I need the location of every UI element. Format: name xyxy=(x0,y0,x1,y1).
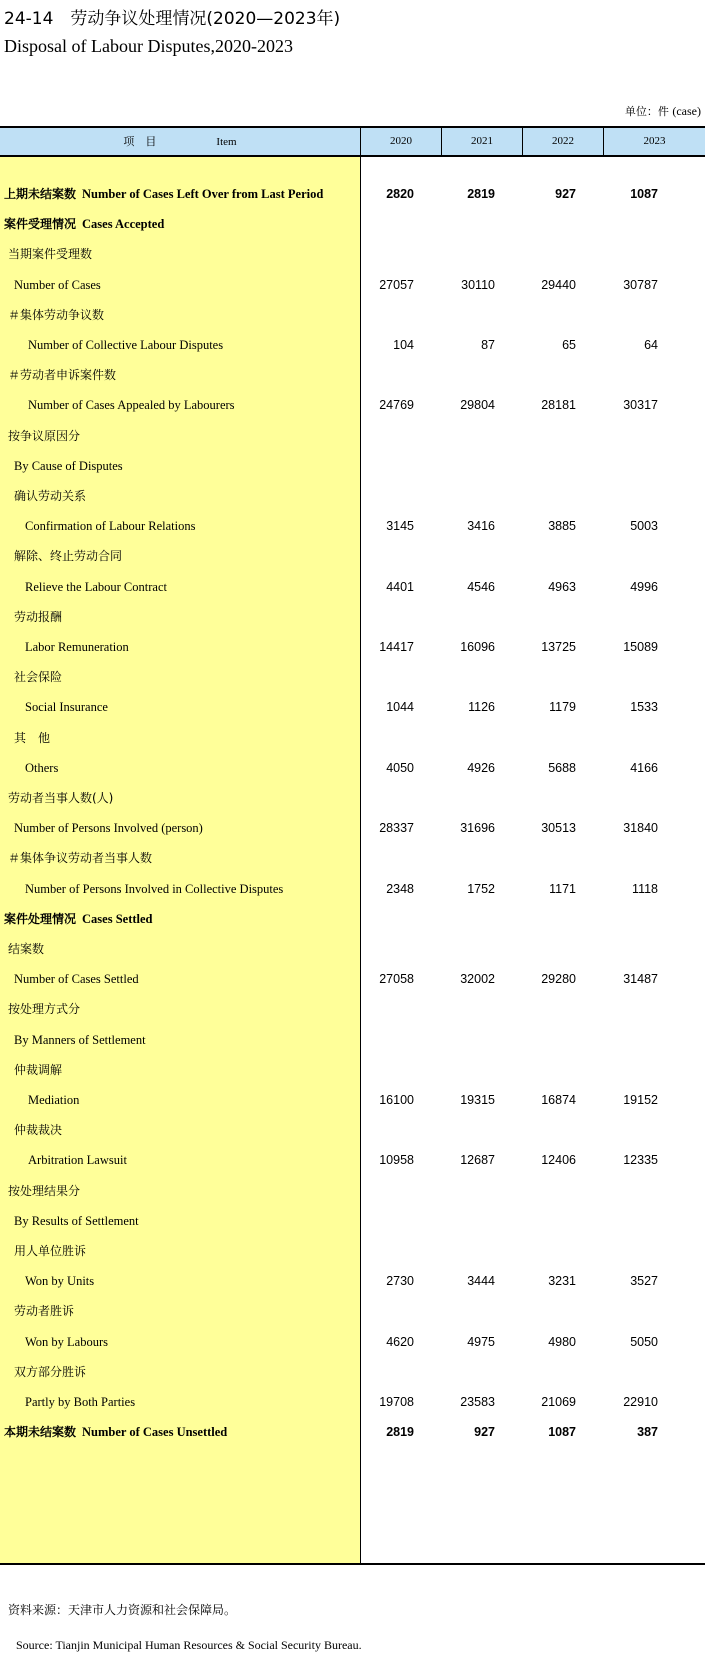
value-cell: 30317 xyxy=(623,398,658,413)
header-year: 2021 xyxy=(442,128,523,155)
table-row xyxy=(0,601,705,633)
table-row xyxy=(0,691,705,723)
table-row xyxy=(0,993,705,1025)
row-label-en: By Cause of Disputes xyxy=(14,458,123,473)
table-row xyxy=(0,963,705,995)
value-cell: 4050 xyxy=(386,760,414,775)
row-label xyxy=(14,722,50,754)
row-label-cn: 劳动者胜诉 xyxy=(14,1304,75,1319)
row-label xyxy=(14,1235,86,1267)
source-note-en: Source: Tianjin Municipal Human Resources & Social Security Bureau. xyxy=(16,1638,362,1652)
value-cell: 2820 xyxy=(386,187,414,201)
value-cell: 4963 xyxy=(548,579,576,594)
value-cell: 3885 xyxy=(548,519,576,534)
value-cell: 927 xyxy=(474,1425,495,1440)
value-cell: 4996 xyxy=(630,579,658,594)
row-label xyxy=(28,1144,127,1176)
row-label xyxy=(8,933,44,965)
row-label-cn: 当期案件受理数 xyxy=(8,247,93,262)
value-cell: 13725 xyxy=(541,640,576,654)
value-cell: 16874 xyxy=(541,1093,576,1107)
row-label xyxy=(25,873,283,905)
value-cell: 30787 xyxy=(623,277,658,292)
value-cell: 27058 xyxy=(379,972,414,987)
value-cell: 15089 xyxy=(623,640,658,654)
table-row xyxy=(0,1386,705,1418)
row-label-en: Number of Persons Involved in Collective Disputes xyxy=(25,881,284,896)
row-label-en: Number of Cases Unsettled xyxy=(82,1425,228,1440)
row-label-en: By Results of Settlement xyxy=(14,1213,139,1228)
table-row xyxy=(0,661,705,693)
row-label-cn: 仲裁裁决 xyxy=(14,1123,63,1138)
unit-cn: 单位：件 xyxy=(624,105,669,118)
table-row xyxy=(0,1114,705,1146)
row-label xyxy=(4,178,323,210)
value-cell: 19708 xyxy=(379,1395,414,1409)
header-item-cn: 项 目 xyxy=(123,135,157,148)
value-cell: 3416 xyxy=(467,519,495,534)
row-label xyxy=(8,359,116,391)
value-cell: 12335 xyxy=(623,1153,658,1168)
row-label xyxy=(14,269,101,301)
value-cell: 31487 xyxy=(623,972,658,987)
value-cell: 4975 xyxy=(467,1334,495,1349)
row-label xyxy=(8,842,152,874)
value-cell: 16100 xyxy=(379,1093,414,1107)
row-label-en: Social Insurance xyxy=(25,700,108,715)
table-row xyxy=(0,812,705,844)
row-label-cn: 仲裁调解 xyxy=(14,1062,63,1077)
value-cell: 1533 xyxy=(630,700,658,715)
value-cell: 1126 xyxy=(468,700,495,715)
value-cell: 19152 xyxy=(623,1093,658,1107)
value-cell: 1179 xyxy=(549,700,576,715)
row-label xyxy=(25,1386,135,1418)
value-cell: 104 xyxy=(393,338,414,352)
row-label xyxy=(14,812,203,844)
value-cell: 31696 xyxy=(460,821,495,836)
row-label xyxy=(25,1326,108,1358)
table-title-en: Disposal of Labour Disputes,2020-2023 xyxy=(4,36,293,56)
row-label xyxy=(25,571,167,603)
row-label xyxy=(14,480,86,512)
table-row xyxy=(0,238,705,270)
row-label xyxy=(8,238,92,270)
value-cell: 31840 xyxy=(623,821,658,836)
row-label-en: Cases Settled xyxy=(82,911,153,926)
row-label-en: Labor Remuneration xyxy=(25,640,129,654)
row-label-cn: 确认劳动关系 xyxy=(14,489,87,503)
table-row xyxy=(0,420,705,452)
table-row xyxy=(0,1326,705,1358)
value-cell: 1118 xyxy=(632,881,658,896)
header-item-en: Item xyxy=(216,136,237,148)
table-row xyxy=(0,480,705,512)
row-label xyxy=(25,752,58,784)
value-cell: 2819 xyxy=(386,1425,414,1440)
row-label-cn: 本期未结案数 xyxy=(4,1425,77,1440)
value-cell: 24769 xyxy=(379,398,414,413)
table-row xyxy=(0,510,705,542)
header-year: 2023 xyxy=(643,135,666,147)
row-label-en: Won by Units xyxy=(25,1274,95,1289)
row-label-cn: 用人单位胜诉 xyxy=(14,1244,87,1258)
value-cell: 387 xyxy=(637,1425,658,1440)
value-cell: 1087 xyxy=(630,187,658,201)
row-label-cn: ＃集体劳动争议数 xyxy=(8,307,105,322)
table-row xyxy=(0,1235,705,1267)
value-cell: 28337 xyxy=(379,821,414,836)
header-item xyxy=(0,128,361,155)
source-note-cn: 资料来源：天津市人力资源和社会保障局。 xyxy=(8,1603,237,1617)
value-cell: 3444 xyxy=(467,1274,495,1289)
value-cell: 3145 xyxy=(386,519,414,534)
row-label-en: Confirmation of Labour Relations xyxy=(25,519,196,534)
value-cell: 29440 xyxy=(541,277,576,292)
unit-en: (case) xyxy=(672,104,701,118)
table-row xyxy=(0,359,705,391)
value-cell: 87 xyxy=(481,338,495,352)
value-cell: 12687 xyxy=(460,1153,495,1168)
row-label-en: Number of Collective Labour Disputes xyxy=(28,338,224,352)
row-label xyxy=(8,782,113,814)
row-label-en: Partly by Both Parties xyxy=(25,1395,136,1409)
value-cell: 30110 xyxy=(461,277,495,292)
row-label-cn: 其 他 xyxy=(14,730,51,745)
table-row xyxy=(0,1205,705,1237)
value-cell: 4926 xyxy=(467,760,495,775)
table-row xyxy=(0,1144,705,1176)
value-cell: 2819 xyxy=(467,187,495,201)
table-row xyxy=(0,752,705,784)
row-label-cn: 双方部分胜诉 xyxy=(14,1364,87,1379)
table-row xyxy=(0,208,705,240)
table-row xyxy=(0,540,705,572)
row-label xyxy=(8,420,80,452)
row-label-en: Arbitration Lawsuit xyxy=(28,1153,127,1168)
row-label-cn: 劳动者当事人数(人) xyxy=(8,791,114,805)
table-row xyxy=(0,1265,705,1297)
row-label xyxy=(14,1024,146,1056)
value-cell: 4620 xyxy=(386,1334,414,1349)
table-row xyxy=(0,933,705,965)
value-cell: 29804 xyxy=(460,398,495,413)
value-cell: 16096 xyxy=(460,640,495,654)
value-cell: 1171 xyxy=(549,881,576,896)
row-label xyxy=(4,903,153,935)
table-row xyxy=(0,329,705,361)
row-label-en: Number of Cases Appealed by Labourers xyxy=(28,398,235,413)
row-label xyxy=(28,1084,79,1116)
row-label xyxy=(14,601,62,633)
table-row xyxy=(0,1356,705,1388)
row-label-cn: 社会保险 xyxy=(14,670,63,685)
row-label-en: Mediation xyxy=(28,1093,80,1107)
value-cell: 2348 xyxy=(386,881,414,896)
row-label-cn: 按处理结果分 xyxy=(8,1183,81,1198)
table-bottom-rule xyxy=(0,1563,705,1565)
row-label xyxy=(25,510,195,542)
value-cell: 4166 xyxy=(630,760,658,775)
row-label-en: By Manners of Settlement xyxy=(14,1032,146,1047)
row-label xyxy=(4,1416,227,1448)
table-row xyxy=(0,450,705,482)
row-label-en: Relieve the Labour Contract xyxy=(25,579,167,594)
value-cell: 29280 xyxy=(541,972,576,987)
row-label-en: Number of Persons Involved (person) xyxy=(14,821,203,836)
row-label xyxy=(8,1175,80,1207)
table-row xyxy=(0,1024,705,1056)
value-cell: 5688 xyxy=(548,760,576,775)
value-cell: 32002 xyxy=(460,972,495,987)
value-cell: 28181 xyxy=(541,398,576,413)
value-cell: 10958 xyxy=(379,1153,414,1168)
header-year: 2020 xyxy=(361,128,442,155)
row-label xyxy=(14,1356,86,1388)
value-cell: 4980 xyxy=(548,1334,576,1349)
row-label xyxy=(25,1265,94,1297)
row-label xyxy=(14,1114,62,1146)
table-row xyxy=(0,782,705,814)
value-cell: 4546 xyxy=(467,579,495,594)
row-label xyxy=(8,993,80,1025)
row-label-cn: 劳动报酬 xyxy=(14,609,63,624)
row-label-en: Number of Cases Settled xyxy=(14,972,139,987)
table-row xyxy=(0,1295,705,1327)
value-cell: 19315 xyxy=(460,1093,495,1107)
table-row xyxy=(0,1084,705,1116)
table-row xyxy=(0,722,705,754)
value-cell: 14417 xyxy=(379,640,414,654)
value-cell: 21069 xyxy=(541,1395,576,1409)
row-label xyxy=(28,329,223,361)
table-row xyxy=(0,873,705,905)
table-row xyxy=(0,1054,705,1086)
row-label-cn: 案件处理情况 xyxy=(4,911,77,926)
value-cell: 65 xyxy=(562,338,576,352)
table-row xyxy=(0,1175,705,1207)
row-label xyxy=(14,540,122,572)
table-row xyxy=(0,631,705,663)
row-label-cn: 解除、终止劳动合同 xyxy=(14,549,123,564)
row-label xyxy=(25,691,108,723)
value-cell: 2730 xyxy=(386,1274,414,1289)
row-label-en: Cases Accepted xyxy=(82,217,165,232)
value-cell: 3527 xyxy=(630,1274,658,1289)
row-label-en: Number of Cases Left Over from Last Period xyxy=(82,187,324,201)
table-row xyxy=(0,1416,705,1448)
table-row xyxy=(0,389,705,421)
table-row xyxy=(0,299,705,331)
row-label-en: Won by Labours xyxy=(25,1334,109,1349)
value-cell: 23583 xyxy=(460,1395,495,1409)
row-label xyxy=(14,661,62,693)
table-row xyxy=(0,571,705,603)
row-label xyxy=(14,450,123,482)
table-row xyxy=(0,269,705,301)
value-cell: 1044 xyxy=(386,700,414,715)
value-cell: 27057 xyxy=(379,277,414,292)
row-label-cn: 按处理方式分 xyxy=(8,1002,81,1017)
value-cell: 5050 xyxy=(630,1334,658,1349)
row-label xyxy=(25,631,129,663)
table-row xyxy=(0,842,705,874)
value-cell: 1752 xyxy=(467,881,495,896)
row-label-en: Number of Cases xyxy=(14,277,101,292)
row-label-cn: 上期未结案数 xyxy=(4,187,77,201)
row-label xyxy=(14,1054,62,1086)
table-row xyxy=(0,903,705,935)
value-cell: 64 xyxy=(644,338,658,352)
row-label xyxy=(8,299,104,331)
row-label-cn: ＃集体争议劳动者当事人数 xyxy=(8,851,153,866)
value-cell: 30513 xyxy=(541,821,576,836)
value-cell: 4401 xyxy=(386,579,414,594)
header-year: 2022 xyxy=(523,128,604,155)
value-cell: 927 xyxy=(555,187,576,201)
value-cell: 22910 xyxy=(623,1395,658,1409)
row-label-cn: ＃劳动者申诉案件数 xyxy=(8,368,117,383)
table-row xyxy=(0,178,705,210)
value-cell: 3231 xyxy=(548,1274,576,1289)
row-label-cn: 结案数 xyxy=(8,942,45,956)
row-label-cn: 案件受理情况 xyxy=(4,217,77,232)
row-label xyxy=(14,963,139,995)
value-cell: 5003 xyxy=(630,519,658,534)
table-title-cn: 24-14 劳动争议处理情况(2020—2023年) xyxy=(4,9,341,29)
row-label xyxy=(4,208,164,240)
row-label xyxy=(28,389,235,421)
unit-label xyxy=(625,103,701,119)
row-label xyxy=(14,1295,74,1327)
row-label xyxy=(14,1205,139,1237)
row-label-cn: 按争议原因分 xyxy=(8,428,81,443)
value-cell: 12406 xyxy=(541,1153,576,1168)
row-label-en: Others xyxy=(25,760,59,775)
value-cell: 1087 xyxy=(548,1425,576,1440)
table-header xyxy=(0,126,705,157)
